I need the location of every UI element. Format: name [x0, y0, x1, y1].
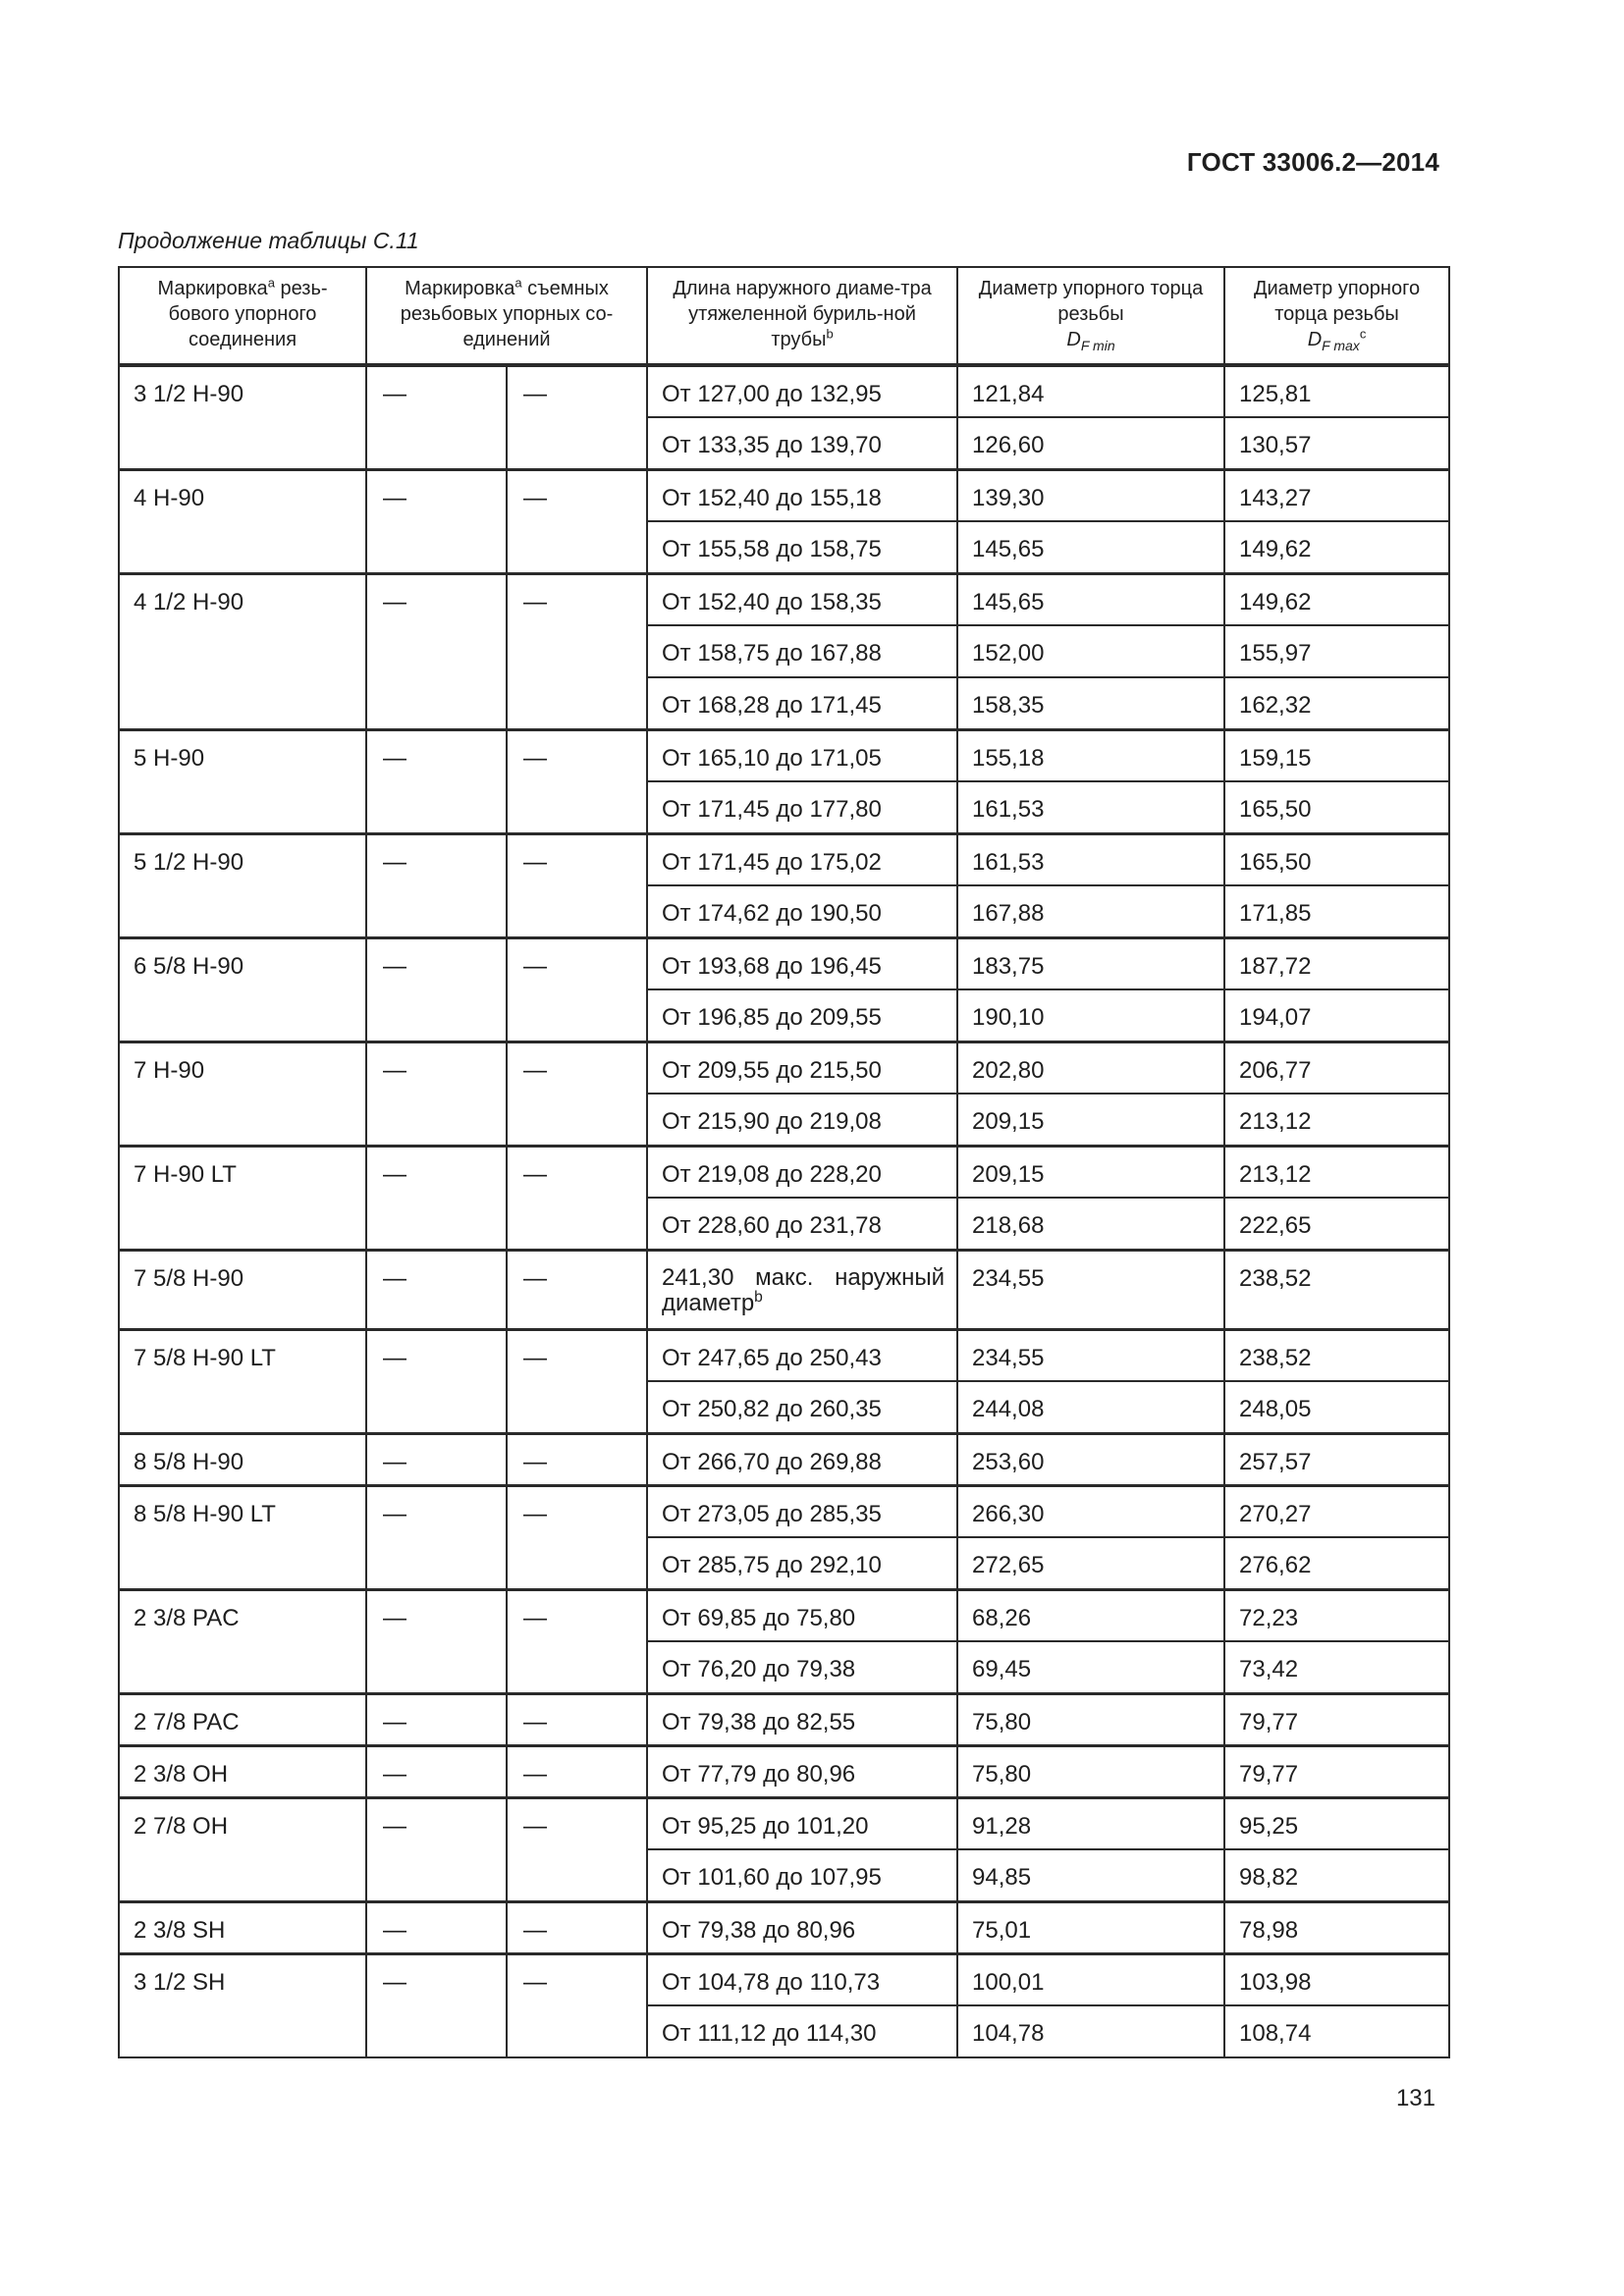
header-removable-marking: Маркировка$^a$ съемных резьбовых упорных со-единений: [366, 267, 647, 365]
thread-marking-cell: 5 H-90: [119, 729, 366, 833]
diameter-range-cell: [647, 1641, 957, 1693]
df-max-cell: 95,25: [1224, 1797, 1449, 1849]
df-min-cell: 145,65: [957, 573, 1224, 625]
df-max-cell: 103,98: [1224, 1953, 1449, 2005]
df-max-cell: 73,42: [1224, 1641, 1449, 1693]
diameter-range-cell: [647, 1433, 957, 1485]
df-max-cell: 108,74: [1224, 2005, 1449, 2057]
diameter-range-cell: [647, 833, 957, 885]
diameter-range-text: От 155,58 до 158,75: [662, 536, 882, 562]
thread-marking-cell: 8 5/8 H-90 LT: [119, 1485, 366, 1589]
document-code: ГОСТ 33006.2—2014: [1186, 147, 1439, 177]
table-row: [119, 833, 1449, 885]
header-df-min: Диаметр упорного торца резьбы $D_{F min}$: [957, 267, 1224, 365]
removable-marking-cell-2: —: [507, 1693, 647, 1745]
diameter-range-text: От 273,05 до 285,35: [662, 1500, 882, 1527]
df-max-cell: 130,57: [1224, 417, 1449, 469]
table-row: [119, 1146, 1449, 1198]
diameter-range-text: От 152,40 до 155,18: [662, 484, 882, 511]
table-row: [119, 1953, 1449, 2005]
diameter-range-text: От 171,45 до 175,02: [662, 848, 882, 876]
df-min-cell: 145,65: [957, 521, 1224, 573]
removable-marking-cell: —: [366, 833, 507, 937]
removable-marking-cell: —: [366, 1901, 507, 1953]
removable-marking-cell-2: —: [507, 1797, 647, 1901]
removable-marking-cell-2: —: [507, 1146, 647, 1250]
thread-marking-cell: 7 H-90: [119, 1041, 366, 1146]
diameter-range-text: От 171,45 до 177,80: [662, 796, 882, 823]
df-min-cell: 152,00: [957, 625, 1224, 677]
diameter-range-text: От 209,55 до 215,50: [662, 1056, 882, 1084]
df-max-cell: 270,27: [1224, 1485, 1449, 1537]
df-min-cell: 155,18: [957, 729, 1224, 781]
df-min-cell: 167,88: [957, 885, 1224, 937]
diameter-range-text: От 215,90 до 219,08: [662, 1108, 882, 1135]
diameter-range-cell: [647, 1537, 957, 1589]
df-max-cell: 143,27: [1224, 469, 1449, 521]
table-row: [119, 1589, 1449, 1641]
removable-marking-cell-2: —: [507, 937, 647, 1041]
table-row: [119, 573, 1449, 625]
diameter-range-cell: [647, 2005, 957, 2057]
df-min-cell: 272,65: [957, 1537, 1224, 1589]
table-row: [119, 1250, 1449, 1329]
removable-marking-cell: —: [366, 1146, 507, 1250]
diameter-range-text: От 196,85 до 209,55: [662, 1004, 882, 1031]
diameter-range-text: От 69,85 до 75,80: [662, 1604, 856, 1631]
removable-marking-cell-2: —: [507, 1953, 647, 2057]
diameter-range-cell: [647, 1146, 957, 1198]
df-min-cell: 234,55: [957, 1329, 1224, 1381]
df-max-cell: 78,98: [1224, 1901, 1449, 1953]
df-min-cell: 100,01: [957, 1953, 1224, 2005]
df-max-cell: 213,12: [1224, 1146, 1449, 1198]
df-min-cell: 253,60: [957, 1433, 1224, 1485]
df-min-cell: 234,55: [957, 1250, 1224, 1329]
df-max-cell: 72,23: [1224, 1589, 1449, 1641]
diameter-range-cell: [647, 1250, 957, 1329]
df-max-cell: 206,77: [1224, 1041, 1449, 1094]
diameter-range-text: От 247,65 до 250,43: [662, 1344, 882, 1371]
diameter-range-text: От 250,82 до 260,35: [662, 1396, 882, 1422]
diameter-range-text: 241,30 макс. наружный диаметр: [662, 1263, 946, 1316]
diameter-range-cell: [647, 1589, 957, 1641]
diameter-range-text: От 104,78 до 110,73: [662, 1968, 881, 1996]
table-row: [119, 1745, 1449, 1797]
df-max-cell: 257,57: [1224, 1433, 1449, 1485]
header-outer-diameter-length: Длина наружного диаме-тра утяжеленной буриль-ной трубы$^b$: [647, 267, 957, 365]
header-row: [119, 267, 1449, 365]
removable-marking-cell-2: —: [507, 1329, 647, 1433]
table-row: [119, 1797, 1449, 1849]
page-number: 131: [1395, 2085, 1435, 2111]
diameter-range-text: От 174,62 до 190,50: [662, 900, 882, 927]
df-max-cell: 194,07: [1224, 989, 1449, 1041]
diameter-range-cell: [647, 625, 957, 677]
removable-marking-cell-2: —: [507, 1433, 647, 1485]
diameter-range-cell: [647, 781, 957, 833]
diameter-range-cell: [647, 677, 957, 729]
df-min-cell: 209,15: [957, 1146, 1224, 1198]
diameter-range-text: От 133,35 до 139,70: [662, 432, 882, 458]
df-max-cell: 238,52: [1224, 1250, 1449, 1329]
diameter-range-text: От 152,40 до 158,35: [662, 588, 882, 615]
table-row: [119, 1041, 1449, 1094]
thread-marking-cell: 4 H-90: [119, 469, 366, 573]
diameter-range-cell: [647, 1745, 957, 1797]
data-table: [118, 266, 1450, 2058]
diameter-range-cell: [647, 1693, 957, 1745]
df-min-cell: 75,01: [957, 1901, 1224, 1953]
df-min-cell: 121,84: [957, 365, 1224, 417]
removable-marking-cell: —: [366, 1329, 507, 1433]
df-max-cell: 238,52: [1224, 1329, 1449, 1381]
diameter-range-cell: [647, 1849, 957, 1901]
diameter-range-cell: [647, 1381, 957, 1433]
thread-marking-cell: 2 3/8 PAC: [119, 1589, 366, 1693]
diameter-range-text: От 193,68 до 196,45: [662, 952, 882, 980]
removable-marking-cell-2: —: [507, 1745, 647, 1797]
table-row: [119, 469, 1449, 521]
thread-marking-cell: 7 H-90 LT: [119, 1146, 366, 1250]
removable-marking-cell: —: [366, 1433, 507, 1485]
removable-marking-cell-2: —: [507, 573, 647, 729]
diameter-range-cell: [647, 937, 957, 989]
df-max-cell: 159,15: [1224, 729, 1449, 781]
df-max-cell: 125,81: [1224, 365, 1449, 417]
df-min-cell: 126,60: [957, 417, 1224, 469]
diameter-range-cell: [647, 573, 957, 625]
df-max-cell: 213,12: [1224, 1094, 1449, 1146]
thread-marking-cell: 3 1/2 SH: [119, 1953, 366, 2057]
diameter-range-text: От 77,79 до 80,96: [662, 1760, 856, 1788]
diameter-range-text: От 285,75 до 292,10: [662, 1552, 882, 1578]
df-min-cell: 75,80: [957, 1745, 1224, 1797]
table-body: [119, 365, 1449, 2057]
table-row: [119, 1485, 1449, 1537]
removable-marking-cell-2: —: [507, 365, 647, 469]
table-row: [119, 729, 1449, 781]
df-min-cell: 183,75: [957, 937, 1224, 989]
removable-marking-cell: —: [366, 365, 507, 469]
thread-marking-cell: 2 7/8 OH: [119, 1797, 366, 1901]
df-max-cell: 165,50: [1224, 833, 1449, 885]
df-max-cell: 171,85: [1224, 885, 1449, 937]
df-max-cell: 149,62: [1224, 521, 1449, 573]
df-min-cell: 68,26: [957, 1589, 1224, 1641]
removable-marking-cell-2: —: [507, 1250, 647, 1329]
df-min-cell: 104,78: [957, 2005, 1224, 2057]
diameter-range-cell: [647, 1329, 957, 1381]
table-caption: Продолжение таблицы С.11: [118, 228, 419, 253]
removable-marking-cell: —: [366, 1953, 507, 2057]
removable-marking-cell: —: [366, 1745, 507, 1797]
thread-marking-cell: 5 1/2 H-90: [119, 833, 366, 937]
thread-marking-cell: 8 5/8 H-90: [119, 1433, 366, 1485]
header-df-max: Диаметр упорного торца резьбы $D_{F max}^c$: [1224, 267, 1449, 365]
removable-marking-cell-2: —: [507, 1901, 647, 1953]
diameter-range-cell: [647, 521, 957, 573]
removable-marking-cell: —: [366, 1485, 507, 1589]
removable-marking-cell: —: [366, 469, 507, 573]
df-min-cell: 266,30: [957, 1485, 1224, 1537]
df-min-cell: 91,28: [957, 1797, 1224, 1849]
diameter-range-cell: [647, 885, 957, 937]
table-row: [119, 1433, 1449, 1485]
df-max-cell: 155,97: [1224, 625, 1449, 677]
diameter-range-text: От 76,20 до 79,38: [662, 1656, 856, 1682]
diameter-range-text: От 158,75 до 167,88: [662, 640, 882, 667]
df-min-cell: 75,80: [957, 1693, 1224, 1745]
df-min-cell: 202,80: [957, 1041, 1224, 1094]
removable-marking-cell: —: [366, 1250, 507, 1329]
removable-marking-cell: —: [366, 1797, 507, 1901]
df-min-cell: 158,35: [957, 677, 1224, 729]
df-max-cell: 149,62: [1224, 573, 1449, 625]
diameter-range-cell: [647, 469, 957, 521]
diameter-range-cell: [647, 1485, 957, 1537]
diameter-range-text: От 79,38 до 82,55: [662, 1708, 856, 1735]
df-max-cell: 162,32: [1224, 677, 1449, 729]
header-thread-marking: Маркировка$^a$ резь-бового упорного соединения: [119, 267, 366, 365]
removable-marking-cell-2: —: [507, 469, 647, 573]
removable-marking-cell-2: —: [507, 833, 647, 937]
removable-marking-cell-2: —: [507, 1041, 647, 1146]
diameter-range-cell: [647, 417, 957, 469]
df-min-cell: 244,08: [957, 1381, 1224, 1433]
thread-marking-cell: 7 5/8 H-90 LT: [119, 1329, 366, 1433]
df-max-cell: 248,05: [1224, 1381, 1449, 1433]
diameter-range-cell: [647, 1953, 957, 2005]
diameter-range-text: От 101,60 до 107,95: [662, 1864, 882, 1891]
removable-marking-cell: —: [366, 1041, 507, 1146]
df-max-cell: 165,50: [1224, 781, 1449, 833]
df-min-cell: 218,68: [957, 1198, 1224, 1250]
removable-marking-cell: —: [366, 729, 507, 833]
removable-marking-cell: —: [366, 1693, 507, 1745]
diameter-range-text: От 95,25 до 101,20: [662, 1812, 869, 1840]
diameter-range-cell: [647, 1198, 957, 1250]
df-min-cell: 161,53: [957, 781, 1224, 833]
diameter-range-text: От 111,12 до 114,30: [662, 2020, 877, 2047]
df-max-cell: 79,77: [1224, 1693, 1449, 1745]
removable-marking-cell-2: —: [507, 729, 647, 833]
df-max-cell: 79,77: [1224, 1745, 1449, 1797]
df-min-cell: 190,10: [957, 989, 1224, 1041]
thread-marking-cell: 2 3/8 SH: [119, 1901, 366, 1953]
diameter-range-text: От 168,28 до 171,45: [662, 692, 882, 719]
df-max-cell: 187,72: [1224, 937, 1449, 989]
diameter-range-cell: [647, 1094, 957, 1146]
diameter-range-cell: [647, 1041, 957, 1094]
table-row: [119, 1693, 1449, 1745]
diameter-range-cell: [647, 1797, 957, 1849]
diameter-range-cell: [647, 1901, 957, 1953]
diameter-range-text: От 127,00 до 132,95: [662, 381, 882, 407]
diameter-range-text: От 266,70 до 269,88: [662, 1448, 882, 1475]
diameter-range-text: От 228,60 до 231,78: [662, 1212, 882, 1239]
removable-marking-cell: —: [366, 573, 507, 729]
thread-marking-cell: 2 3/8 OH: [119, 1745, 366, 1797]
table-row: [119, 1329, 1449, 1381]
removable-marking-cell: —: [366, 1589, 507, 1693]
df-min-cell: 139,30: [957, 469, 1224, 521]
thread-marking-cell: 3 1/2 H-90: [119, 365, 366, 469]
df-min-cell: 209,15: [957, 1094, 1224, 1146]
diameter-range-cell: [647, 989, 957, 1041]
df-min-cell: 69,45: [957, 1641, 1224, 1693]
diameter-range-text: От 219,08 до 228,20: [662, 1160, 882, 1188]
thread-marking-cell: 6 5/8 H-90: [119, 937, 366, 1041]
df-max-cell: 222,65: [1224, 1198, 1449, 1250]
thread-marking-cell: 2 7/8 PAC: [119, 1693, 366, 1745]
footnote-marker: b: [754, 1288, 763, 1306]
df-min-cell: 94,85: [957, 1849, 1224, 1901]
table-row: [119, 365, 1449, 417]
df-min-cell: 161,53: [957, 833, 1224, 885]
table-row: [119, 1901, 1449, 1953]
removable-marking-cell-2: —: [507, 1589, 647, 1693]
table-row: [119, 937, 1449, 989]
removable-marking-cell: —: [366, 937, 507, 1041]
diameter-range-cell: [647, 365, 957, 417]
thread-marking-cell: 7 5/8 H-90: [119, 1250, 366, 1329]
diameter-range-text: От 79,38 до 80,96: [662, 1916, 856, 1944]
df-max-cell: 276,62: [1224, 1537, 1449, 1589]
thread-marking-cell: 4 1/2 H-90: [119, 573, 366, 729]
diameter-range-text: От 165,10 до 171,05: [662, 744, 882, 772]
df-max-cell: 98,82: [1224, 1849, 1449, 1901]
diameter-range-cell: [647, 729, 957, 781]
removable-marking-cell-2: —: [507, 1485, 647, 1589]
